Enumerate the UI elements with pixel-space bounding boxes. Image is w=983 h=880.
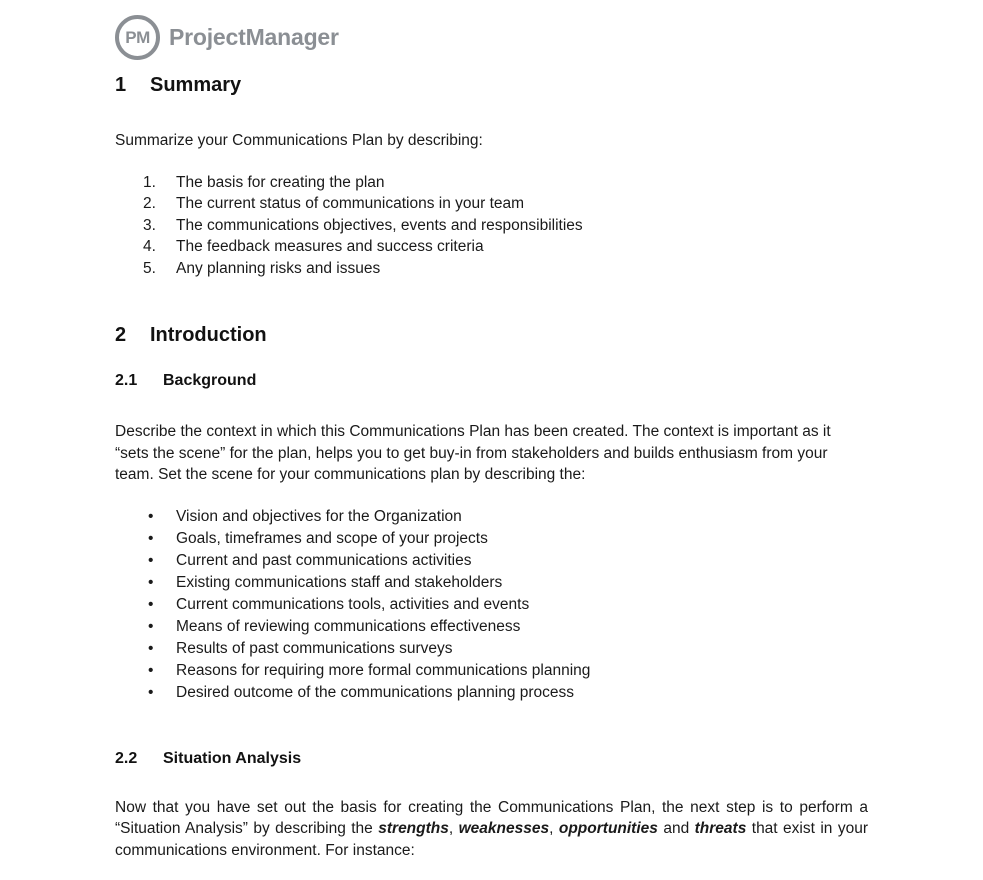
numbered-list-item	[115, 172, 868, 194]
list-item-text: Vision and objectives for the Organization	[176, 507, 462, 525]
bullet-list-item	[115, 660, 868, 682]
list-item-text: Current communications tools, activities and events	[176, 595, 530, 613]
list-item-text: Any planning risks and issues	[176, 259, 381, 277]
list-item-text: The current status of communications in your team	[176, 195, 525, 212]
heading-title: Introduction	[150, 324, 267, 346]
list-item-number: 4.	[143, 238, 156, 255]
list-item-text: Current and past communications activities	[176, 551, 472, 569]
bullet-icon: •	[148, 661, 154, 679]
emphasized-text: strengths	[378, 820, 449, 837]
bullet-icon: •	[148, 551, 154, 569]
bullet-icon: •	[148, 683, 154, 701]
heading-title: Background	[163, 372, 257, 389]
list-item-text: Existing communications staff and stakeholders	[176, 573, 503, 591]
numbered-list-item	[115, 258, 868, 280]
list-item-text: Goals, timeframes and scope of your projects	[176, 529, 488, 547]
emphasized-text: threats	[694, 820, 747, 837]
bullet-list-item	[115, 616, 868, 638]
plain-text: that exist in your communications environment. For instance:	[115, 820, 868, 859]
background-paragraph: Describe the context in which this Communications Plan has been created. The context is important as it “sets the scene” for the plan, helps you to get buy-in from stakeholders and builds enthusiasm from your team. Set the scene for your communications plan by describing the:	[115, 423, 831, 483]
numbered-list-item	[115, 236, 868, 258]
emphasized-text: opportunities	[558, 820, 658, 837]
bullet-icon: •	[148, 617, 154, 635]
bullet-list-item	[115, 638, 868, 660]
plain-text: and	[657, 820, 695, 837]
situation-analysis-paragraph	[115, 797, 868, 862]
summary-numbered-list	[115, 172, 868, 280]
numbered-list-item	[115, 193, 868, 215]
bullet-list-item	[115, 528, 868, 550]
numbered-list-item	[115, 215, 868, 237]
summary-intro-paragraph: Summarize your Communications Plan by describing:	[115, 132, 483, 149]
heading-number: 2.1	[115, 372, 138, 389]
heading-number: 2	[115, 324, 127, 346]
heading-number: 2.2	[115, 749, 138, 767]
heading-introduction	[115, 323, 868, 347]
plain-text: ,	[448, 820, 459, 837]
pm-monogram-text: PM	[125, 27, 150, 47]
heading-summary	[115, 73, 868, 97]
bullet-icon: •	[148, 529, 154, 547]
list-item-text: The basis for creating the plan	[176, 173, 385, 191]
bullet-list-item	[115, 682, 868, 704]
heading-number: 1	[115, 74, 127, 96]
bullet-icon: •	[148, 507, 154, 525]
list-item-number: 5.	[143, 259, 156, 277]
bullet-icon: •	[148, 573, 154, 591]
bullet-list-item	[115, 572, 868, 594]
list-item-text: The feedback measures and success criteria	[176, 238, 484, 255]
list-item-text: Desired outcome of the communications planning process	[176, 683, 575, 701]
pm-monogram-icon	[115, 15, 160, 60]
projectmanager-logo	[115, 15, 868, 60]
list-item-number: 1.	[143, 173, 156, 191]
list-item-text: Means of reviewing communications effectiveness	[176, 617, 521, 635]
bullet-icon: •	[148, 595, 154, 613]
bullet-list-item	[115, 550, 868, 572]
background-bullet-list	[115, 506, 868, 704]
list-item-number: 2.	[143, 195, 156, 212]
plain-text: Now that you have set out the basis for creating the Communications Plan, the next step is to perform a “Situation Analysis” by describing the	[115, 798, 868, 837]
bullet-list-item	[115, 594, 868, 616]
heading-title: Summary	[150, 74, 242, 96]
list-item-number: 3.	[143, 216, 156, 234]
emphasized-text: weaknesses	[458, 820, 550, 837]
logo-wordmark: ProjectManager	[169, 24, 339, 50]
bullet-icon: •	[148, 639, 154, 657]
heading-title: Situation Analysis	[163, 749, 302, 767]
list-item-text: Results of past communications surveys	[176, 639, 453, 657]
heading-situation-analysis	[115, 749, 868, 768]
bullet-list-item	[115, 506, 868, 528]
plain-text: ,	[549, 820, 559, 837]
list-item-text: Reasons for requiring more formal communications planning	[176, 661, 591, 679]
list-item-text: The communications objectives, events and responsibilities	[176, 216, 583, 234]
heading-background	[115, 371, 868, 390]
